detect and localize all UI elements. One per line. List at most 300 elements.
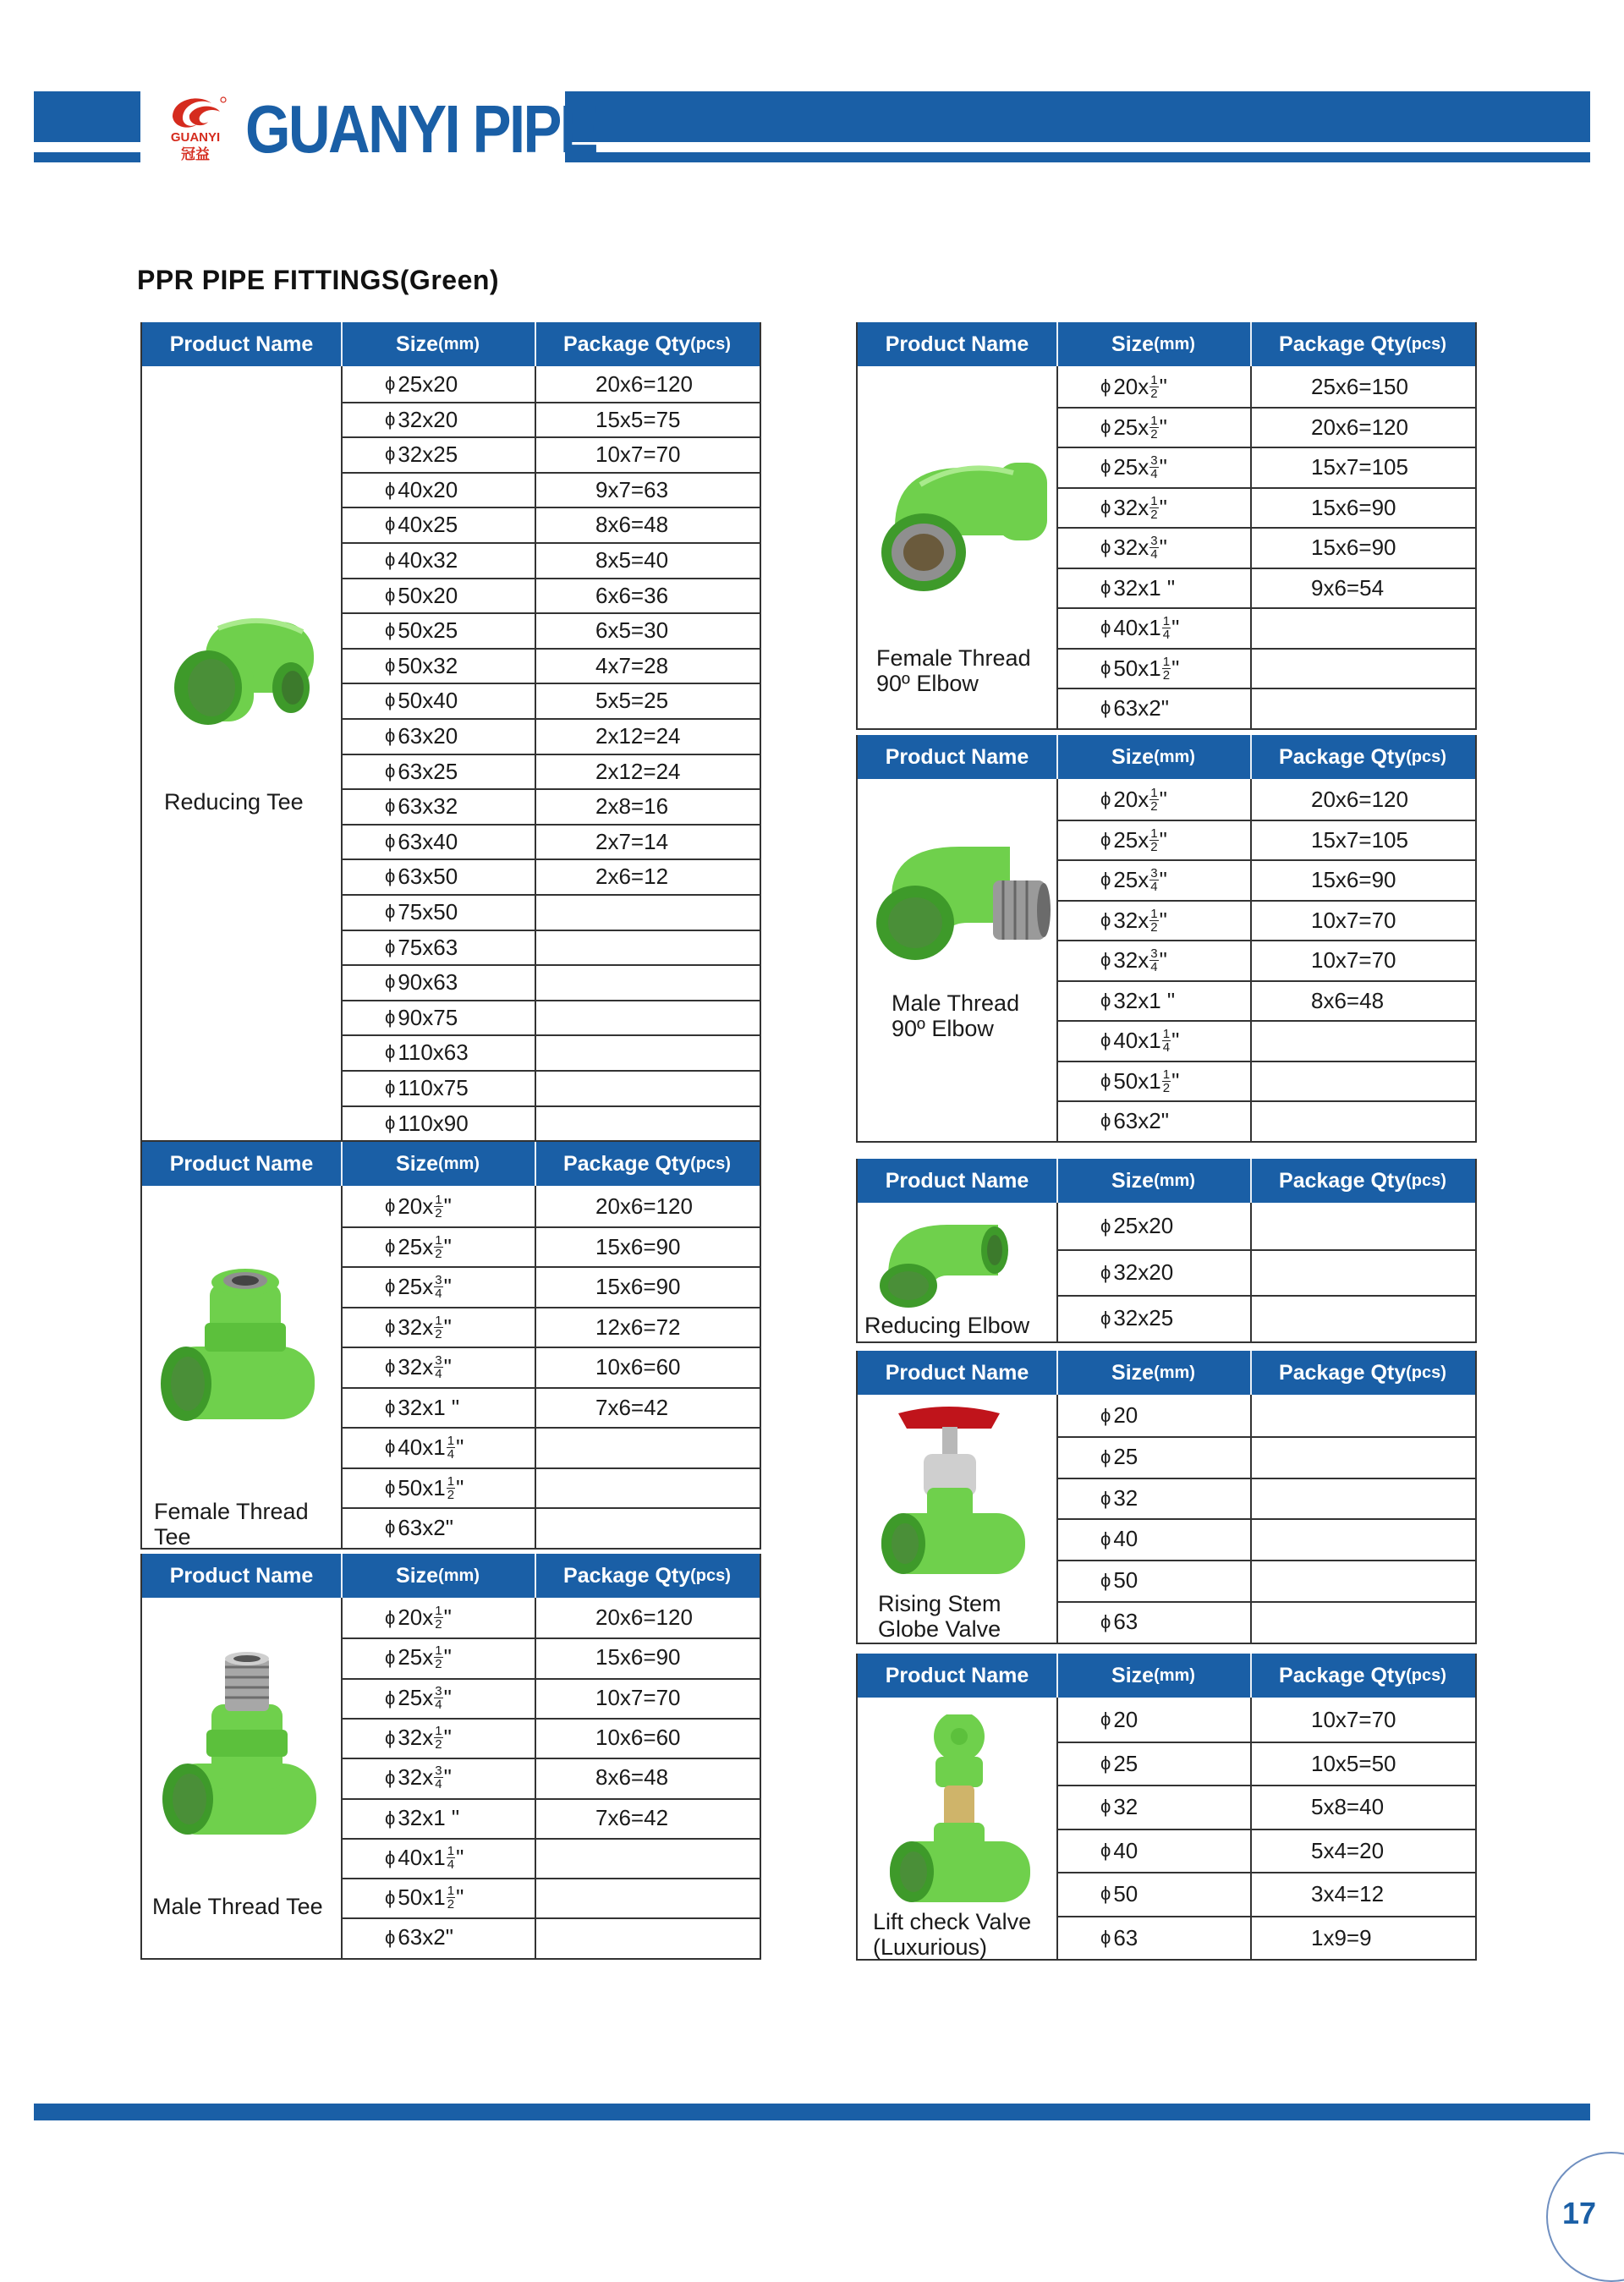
size-cell: ϕ 32x1 " (1100, 574, 1176, 601)
product-name-line: Male Thread Tee (152, 1894, 323, 1919)
size-cell: ϕ 50x25 (385, 617, 458, 643)
fraction: $\frac{1}{2}$ (1150, 785, 1158, 814)
package-qty-cell: 10x7=70 (595, 1685, 681, 1710)
header-product-name: Product Name (885, 332, 1029, 356)
diameter-symbol: ϕ (1100, 1883, 1111, 1904)
diameter-symbol: ϕ (1100, 1445, 1111, 1467)
size-cell: ϕ 25x $\frac{1}{2}$ " (1100, 413, 1167, 442)
package-qty-cell: 9x7=63 (595, 476, 669, 502)
diameter-symbol: ϕ (385, 1646, 396, 1668)
logo-cn-text: 冠益 (181, 146, 210, 162)
product-name (873, 1909, 1031, 1960)
diameter-symbol: ϕ (1100, 1528, 1111, 1550)
diameter-symbol: ϕ (385, 513, 396, 535)
globe-valve-image (873, 1403, 1034, 1589)
diameter-symbol: ϕ (385, 1766, 396, 1788)
size-cell: ϕ 32 (1100, 1793, 1138, 1819)
fraction: $\frac{1}{2}$ (435, 1604, 442, 1632)
product-cell (858, 1203, 1056, 1341)
brand-name: GUANYI PIPE (245, 91, 597, 167)
size-cell: ϕ 50x1 $\frac{1}{2}$ " (385, 1473, 464, 1502)
product-cell (858, 366, 1056, 728)
diameter-symbol: ϕ (1100, 496, 1111, 518)
female-thread-elbow-image (870, 451, 1056, 599)
size-cell: ϕ 40x1 $\frac{1}{4}$ " (1100, 1026, 1180, 1055)
size-cell: ϕ 50 (1100, 1880, 1138, 1906)
header-package-qty: Package Qty (pcs) (1279, 332, 1446, 356)
package-qty-cell: 25x6=150 (1311, 373, 1408, 399)
header-band-right-bottom (565, 152, 1590, 162)
male-thread-elbow-image (866, 830, 1052, 978)
male-thread-tee-image (156, 1648, 325, 1847)
diameter-symbol: ϕ (385, 1926, 396, 1948)
table-reducing-elbow (856, 1159, 1477, 1343)
table-header (142, 1142, 760, 1186)
fraction: $\frac{1}{2}$ (435, 1724, 442, 1752)
diameter-symbol: ϕ (1100, 829, 1111, 850)
size-cell: ϕ 63x32 (385, 793, 458, 819)
size-cell: ϕ 20 (1100, 1402, 1138, 1428)
size-cell: ϕ 20x $\frac{1}{2}$ " (1100, 372, 1167, 401)
size-cell: ϕ 63x25 (385, 758, 458, 784)
table-header (142, 1554, 760, 1598)
table-header (858, 735, 1475, 779)
diameter-symbol: ϕ (1100, 577, 1111, 598)
product-name (154, 1499, 341, 1550)
header-band-left-bottom (34, 152, 140, 162)
product-name (864, 1313, 1029, 1338)
fraction: $\frac{3}{4}$ (435, 1352, 442, 1381)
package-qty-cell: 10x6=60 (595, 1725, 681, 1750)
size-cell: ϕ 40 (1100, 1526, 1138, 1551)
fraction: $\frac{1}{2}$ (1150, 826, 1158, 854)
fraction: $\frac{1}{2}$ (447, 1473, 455, 1502)
package-qty-cell: 20x6=120 (595, 1605, 693, 1630)
diameter-symbol: ϕ (385, 971, 396, 992)
package-qty-cell: 2x8=16 (595, 793, 669, 819)
diameter-symbol: ϕ (385, 1112, 396, 1133)
package-qty-cell: 5x8=40 (1311, 1793, 1385, 1819)
size-cell: ϕ 63x40 (385, 828, 458, 854)
size-cell: ϕ 63x50 (385, 863, 458, 889)
size-cell: ϕ 25x $\frac{3}{4}$ " (385, 1272, 452, 1301)
size-cell: ϕ 110x75 (385, 1074, 469, 1100)
diameter-symbol: ϕ (385, 1886, 396, 1908)
table-header (142, 322, 760, 366)
package-qty-cell: 10x7=70 (595, 441, 681, 467)
size-cell: ϕ 110x90 (385, 1110, 469, 1136)
product-name-line: Reducing Tee (164, 789, 304, 815)
package-qty-cell: 8x6=48 (595, 511, 669, 537)
diameter-symbol: ϕ (385, 1726, 396, 1748)
diameter-symbol: ϕ (1100, 788, 1111, 809)
fraction: $\frac{3}{4}$ (1150, 533, 1158, 562)
header-product-name: Product Name (169, 1151, 314, 1176)
fraction: $\frac{3}{4}$ (1150, 453, 1158, 481)
package-qty-cell: 10x7=70 (1311, 946, 1396, 973)
size-cell: ϕ 32x1 " (385, 1805, 460, 1830)
size-cell: ϕ 90x75 (385, 1004, 458, 1030)
product-name-line: Female Thread (876, 645, 1031, 671)
diameter-symbol: ϕ (1100, 1487, 1111, 1509)
size-cell: ϕ 25x $\frac{1}{2}$ " (385, 1232, 452, 1261)
package-qty-cell: 15x7=105 (1311, 453, 1408, 480)
size-cell: ϕ 32x25 (1100, 1305, 1174, 1330)
size-cell: ϕ 50x40 (385, 687, 458, 713)
size-cell: ϕ 40x1 $\frac{1}{4}$ " (385, 1844, 464, 1872)
footer-band (34, 2104, 1590, 2120)
package-qty-cell: 20x6=120 (595, 370, 693, 397)
size-cell: ϕ 25x $\frac{1}{2}$ " (1100, 826, 1167, 854)
diameter-symbol: ϕ (385, 409, 396, 430)
table-male-thread-elbow (856, 735, 1477, 1143)
package-qty-cell: 20x6=120 (595, 1193, 693, 1219)
diameter-symbol: ϕ (385, 1396, 396, 1418)
diameter-symbol: ϕ (1100, 1029, 1111, 1050)
package-qty-cell: 10x7=70 (1311, 907, 1396, 933)
diameter-symbol: ϕ (385, 1687, 396, 1709)
size-cell: ϕ 32x20 (1100, 1259, 1174, 1285)
product-name-line: Lift check Valve (873, 1909, 1032, 1934)
package-qty-cell: 2x7=14 (595, 828, 669, 854)
package-qty-cell: 8x6=48 (595, 1764, 669, 1790)
package-qty-cell: 15x6=90 (595, 1644, 681, 1670)
header-product-name: Product Name (169, 1563, 314, 1588)
fraction: $\frac{1}{2}$ (435, 1313, 442, 1341)
package-qty-cell: 2x12=24 (595, 758, 681, 784)
size-cell: ϕ 32x1 " (1100, 987, 1176, 1013)
diameter-symbol: ϕ (1100, 376, 1111, 397)
fraction: $\frac{1}{4}$ (1162, 1026, 1171, 1055)
package-qty-cell: 6x6=36 (595, 582, 669, 608)
product-cell (142, 366, 341, 1140)
diameter-symbol: ϕ (385, 1236, 396, 1257)
diameter-symbol: ϕ (385, 1846, 396, 1868)
package-qty-cell: 15x7=105 (1311, 826, 1408, 853)
size-cell: ϕ 63x2" (385, 1924, 453, 1950)
package-qty-cell: 5x5=25 (595, 687, 669, 713)
logo-latin-text: GUANYI (170, 130, 221, 145)
diameter-symbol: ϕ (385, 1077, 396, 1098)
diameter-symbol: ϕ (385, 443, 396, 464)
size-cell: ϕ 63 (1100, 1924, 1138, 1950)
size-cell: ϕ 63x2" (1100, 1107, 1169, 1133)
size-cell: ϕ 40x20 (385, 476, 458, 502)
size-cell: ϕ 75x63 (385, 934, 458, 960)
diameter-symbol: ϕ (1100, 536, 1111, 557)
table-header (858, 322, 1475, 366)
size-cell: ϕ 20x $\frac{1}{2}$ " (385, 1192, 452, 1221)
diameter-symbol: ϕ (385, 831, 396, 852)
header-size: Size (mm) (1111, 332, 1195, 356)
product-name (878, 1591, 1001, 1642)
table-reducing-tee (140, 322, 761, 1142)
diameter-symbol: ϕ (1100, 1261, 1111, 1283)
diameter-symbol: ϕ (385, 1195, 396, 1216)
diameter-symbol: ϕ (1100, 1796, 1111, 1817)
diameter-symbol: ϕ (385, 936, 396, 957)
package-qty-cell: 10x7=70 (1311, 1706, 1396, 1732)
diameter-symbol: ϕ (385, 619, 396, 640)
header-size: Size (mm) (396, 1151, 480, 1176)
diameter-symbol: ϕ (1100, 1070, 1111, 1091)
diameter-symbol: ϕ (1100, 416, 1111, 437)
product-cell (858, 1698, 1056, 1959)
diameter-symbol: ϕ (1100, 1110, 1111, 1131)
size-cell: ϕ 25 (1100, 1444, 1138, 1469)
product-name (164, 789, 304, 815)
header-band-left-top (34, 91, 140, 142)
package-qty-cell: 2x12=24 (595, 722, 681, 749)
size-cell: ϕ 50x32 (385, 652, 458, 678)
size-cell: ϕ 25x20 (385, 370, 458, 397)
reducing-tee-image (159, 603, 320, 743)
diameter-symbol: ϕ (1100, 1927, 1111, 1948)
header-product-name: Product Name (885, 1168, 1029, 1193)
size-cell: ϕ 25x $\frac{3}{4}$ " (385, 1684, 452, 1712)
female-thread-tee-image (154, 1253, 323, 1444)
size-cell: ϕ 110x63 (385, 1039, 469, 1065)
diameter-symbol: ϕ (1100, 697, 1111, 718)
size-cell: ϕ 50 (1100, 1567, 1138, 1593)
size-cell: ϕ 32x $\frac{1}{2}$ " (385, 1313, 452, 1341)
diameter-symbol: ϕ (385, 1356, 396, 1377)
header-product-name: Product Name (885, 1663, 1029, 1687)
page-number: 17 (1562, 2196, 1597, 2230)
diameter-symbol: ϕ (1100, 990, 1111, 1011)
diameter-symbol: ϕ (385, 865, 396, 886)
header-package-qty: Package Qty (pcs) (1279, 1168, 1446, 1193)
size-cell: ϕ 40x1 $\frac{1}{4}$ " (1100, 613, 1180, 642)
package-qty-cell: 20x6=120 (1311, 786, 1408, 812)
diameter-symbol: ϕ (1100, 657, 1111, 678)
product-name-line: Female Thread Tee (154, 1499, 309, 1550)
package-qty-cell: 7x6=42 (595, 1394, 669, 1420)
fraction: $\frac{1}{2}$ (447, 1884, 455, 1912)
diameter-symbol: ϕ (385, 1275, 396, 1297)
diameter-symbol: ϕ (1100, 1753, 1111, 1774)
package-qty-cell: 20x6=120 (1311, 414, 1408, 440)
size-cell: ϕ 50x1 $\frac{1}{2}$ " (1100, 1067, 1180, 1095)
header-size: Size (mm) (396, 332, 480, 356)
package-qty-cell: 15x5=75 (595, 406, 681, 432)
table-lift-check-valve (856, 1654, 1477, 1961)
table-female-thread-elbow (856, 322, 1477, 730)
fraction: $\frac{1}{4}$ (447, 1433, 455, 1462)
header-size: Size (mm) (1111, 1360, 1195, 1385)
diameter-symbol: ϕ (385, 1606, 396, 1628)
package-qty-cell: 3x4=12 (1311, 1880, 1385, 1906)
diameter-symbol: ϕ (385, 373, 396, 394)
table-header (858, 1159, 1475, 1203)
diameter-symbol: ϕ (385, 584, 396, 606)
diameter-symbol: ϕ (1100, 1840, 1111, 1861)
table-header (858, 1351, 1475, 1395)
fraction: $\frac{1}{4}$ (1162, 613, 1171, 642)
diameter-symbol: ϕ (1100, 617, 1111, 638)
size-cell: ϕ 25x $\frac{3}{4}$ " (1100, 453, 1167, 481)
diameter-symbol: ϕ (385, 1477, 396, 1498)
size-cell: ϕ 32x1 " (385, 1394, 460, 1420)
header-package-qty: Package Qty (pcs) (563, 332, 731, 356)
diameter-symbol: ϕ (385, 689, 396, 710)
header-product-name: Product Name (885, 744, 1029, 769)
size-cell: ϕ 50x1 $\frac{1}{2}$ " (385, 1884, 464, 1912)
product-cell (858, 1395, 1056, 1643)
package-qty-cell: 4x7=28 (595, 652, 669, 678)
package-qty-cell: 15x6=90 (1311, 534, 1396, 560)
fraction: $\frac{1}{2}$ (1150, 413, 1158, 442)
product-cell (142, 1186, 341, 1548)
fraction: $\frac{3}{4}$ (1150, 865, 1158, 894)
package-qty-cell: 12x6=72 (595, 1314, 681, 1340)
product-name-line: Globe Valve (878, 1616, 1001, 1642)
fraction: $\frac{1}{2}$ (1162, 654, 1171, 683)
package-qty-cell: 8x5=40 (595, 546, 669, 573)
diameter-symbol: ϕ (385, 655, 396, 676)
diameter-symbol: ϕ (1100, 1404, 1111, 1426)
size-cell: ϕ 32x20 (385, 406, 458, 432)
diameter-symbol: ϕ (385, 1316, 396, 1337)
size-cell: ϕ 90x63 (385, 968, 458, 995)
package-qty-cell: 15x6=90 (595, 1233, 681, 1259)
fraction: $\frac{1}{2}$ (1162, 1067, 1171, 1095)
fraction: $\frac{1}{2}$ (1150, 372, 1158, 401)
fraction: $\frac{3}{4}$ (435, 1764, 442, 1791)
product-cell (142, 1598, 341, 1958)
size-cell: ϕ 25 (1100, 1750, 1138, 1776)
diameter-symbol: ϕ (1100, 456, 1111, 477)
fraction: $\frac{3}{4}$ (435, 1684, 442, 1712)
diameter-symbol: ϕ (385, 760, 396, 782)
header-package-qty: Package Qty (pcs) (563, 1151, 731, 1176)
size-cell: ϕ 75x50 (385, 898, 458, 924)
size-cell: ϕ 63x20 (385, 722, 458, 749)
product-name-line: Male Thread (892, 990, 1020, 1016)
header-size: Size (mm) (1111, 1168, 1195, 1193)
diameter-symbol: ϕ (385, 1807, 396, 1829)
size-cell: ϕ 25x20 (1100, 1213, 1174, 1238)
size-cell: ϕ 40x1 $\frac{1}{4}$ " (385, 1433, 464, 1462)
size-cell: ϕ 32x25 (385, 441, 458, 467)
fraction: $\frac{3}{4}$ (1150, 946, 1158, 974)
size-cell: ϕ 63 (1100, 1609, 1138, 1634)
product-name (892, 990, 1019, 1041)
diameter-symbol: ϕ (385, 725, 396, 746)
package-qty-cell: 15x6=90 (1311, 494, 1396, 520)
header-size: Size (mm) (1111, 744, 1195, 769)
size-cell: ϕ 32x $\frac{3}{4}$ " (385, 1352, 452, 1381)
size-cell: ϕ 32x $\frac{3}{4}$ " (385, 1764, 452, 1791)
diameter-symbol: ϕ (385, 901, 396, 922)
fraction: $\frac{1}{2}$ (1150, 906, 1158, 935)
header-size: Size (mm) (396, 1563, 480, 1588)
diameter-symbol: ϕ (385, 1436, 396, 1457)
size-cell: ϕ 32x $\frac{1}{2}$ " (385, 1724, 452, 1752)
diameter-symbol: ϕ (1100, 1709, 1111, 1730)
size-cell: ϕ 20x $\frac{1}{2}$ " (1100, 785, 1167, 814)
section-title: PPR PIPE FITTINGS(Green) (137, 265, 500, 295)
package-qty-cell: 15x6=90 (595, 1273, 681, 1299)
product-name-line: 90º Elbow (876, 671, 979, 696)
package-qty-cell: 2x6=12 (595, 863, 669, 889)
diameter-symbol: ϕ (385, 549, 396, 570)
product-name (152, 1894, 323, 1919)
header-package-qty: Package Qty (pcs) (563, 1563, 731, 1588)
header-product-name: Product Name (885, 1360, 1029, 1385)
size-cell: ϕ 32 (1100, 1485, 1138, 1511)
reducing-elbow-image (871, 1216, 1015, 1314)
size-cell: ϕ 20x $\frac{1}{2}$ " (385, 1604, 452, 1632)
table-header (858, 1654, 1475, 1698)
size-cell: ϕ 40x32 (385, 546, 458, 573)
package-qty-cell: 10x6=60 (595, 1353, 681, 1380)
size-cell: ϕ 50x1 $\frac{1}{2}$ " (1100, 654, 1180, 683)
diameter-symbol: ϕ (1100, 1307, 1111, 1329)
fraction: $\frac{1}{2}$ (1150, 493, 1158, 522)
size-cell: ϕ 25x $\frac{1}{2}$ " (385, 1643, 452, 1671)
diameter-symbol: ϕ (385, 795, 396, 816)
header-size: Size (mm) (1111, 1663, 1195, 1687)
header-package-qty: Package Qty (pcs) (1279, 1360, 1446, 1385)
diameter-symbol: ϕ (1100, 909, 1111, 930)
fraction: $\frac{1}{2}$ (435, 1643, 442, 1671)
size-cell: ϕ 63x2" (385, 1514, 453, 1540)
package-qty-cell: 6x5=30 (595, 617, 669, 643)
table-rising-stem-globe-valve (856, 1351, 1477, 1644)
header-package-qty: Package Qty (pcs) (1279, 1663, 1446, 1687)
size-cell: ϕ 20 (1100, 1706, 1138, 1732)
diameter-symbol: ϕ (1100, 949, 1111, 970)
size-cell: ϕ 40x25 (385, 511, 458, 537)
product-cell (858, 779, 1056, 1141)
diameter-symbol: ϕ (1100, 1610, 1111, 1632)
brand-logo (161, 91, 230, 162)
diameter-symbol: ϕ (1100, 869, 1111, 890)
diameter-symbol: ϕ (385, 1041, 396, 1062)
product-name (876, 645, 1031, 696)
package-qty-cell: 7x6=42 (595, 1805, 669, 1830)
product-name-line: Rising Stem (878, 1591, 1001, 1616)
fraction: $\frac{3}{4}$ (435, 1272, 442, 1301)
check-valve-image (883, 1714, 1035, 1913)
product-name-line: Reducing Elbow (864, 1313, 1030, 1338)
size-cell: ϕ 32x $\frac{3}{4}$ " (1100, 946, 1167, 974)
diameter-symbol: ϕ (385, 1517, 396, 1538)
diameter-symbol: ϕ (385, 1007, 396, 1028)
size-cell: ϕ 32x $\frac{1}{2}$ " (1100, 493, 1167, 522)
diameter-symbol: ϕ (1100, 1215, 1111, 1237)
fraction: $\frac{1}{2}$ (435, 1232, 442, 1261)
header-package-qty: Package Qty (pcs) (1279, 744, 1446, 769)
size-cell: ϕ 25x $\frac{3}{4}$ " (1100, 865, 1167, 894)
package-qty-cell: 1x9=9 (1311, 1924, 1372, 1950)
package-qty-cell: 15x6=90 (1311, 866, 1396, 892)
size-cell: ϕ 40 (1100, 1837, 1138, 1863)
size-cell: ϕ 32x $\frac{3}{4}$ " (1100, 533, 1167, 562)
size-cell: ϕ 50x20 (385, 582, 458, 608)
package-qty-cell: 10x5=50 (1311, 1750, 1396, 1776)
size-cell: ϕ 63x2" (1100, 694, 1169, 721)
product-name-line: (Luxurious) (873, 1934, 988, 1960)
product-name-line: 90º Elbow (892, 1016, 994, 1041)
fraction: $\frac{1}{4}$ (447, 1844, 455, 1872)
header-band-right-top (565, 91, 1590, 142)
package-qty-cell: 5x4=20 (1311, 1837, 1385, 1863)
size-cell: ϕ 32x $\frac{1}{2}$ " (1100, 906, 1167, 935)
package-qty-cell: 9x6=54 (1311, 574, 1385, 601)
table-female-thread-tee (140, 1142, 761, 1550)
